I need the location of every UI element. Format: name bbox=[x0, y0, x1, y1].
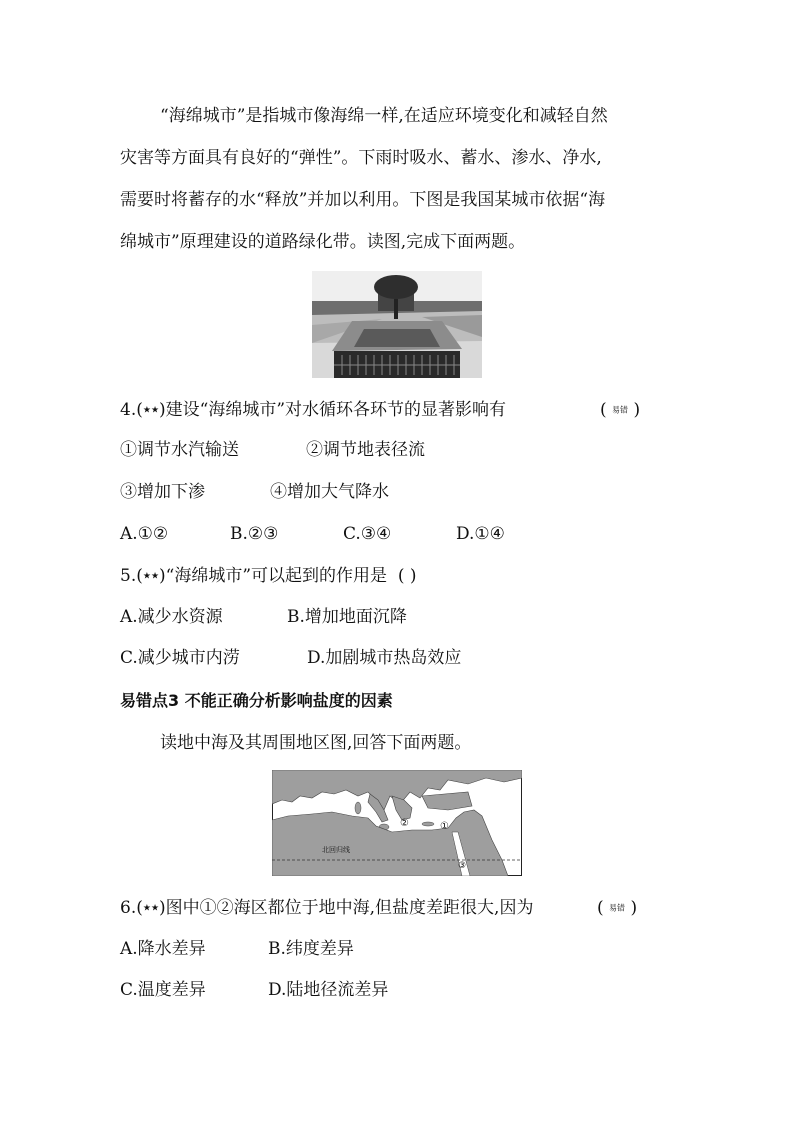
sea-area-3-label: ③ bbox=[458, 861, 467, 871]
q4-option-d[interactable]: D.①④ bbox=[456, 524, 505, 544]
question-6-stem bbox=[120, 896, 533, 921]
q5-option-b[interactable]: B.增加地面沉降 bbox=[287, 607, 407, 627]
q4-statement-1: ①调节水汽输送 bbox=[120, 440, 239, 460]
q5-option-c[interactable]: C.减少城市内涝 bbox=[120, 648, 240, 668]
answer-paren: ( ) bbox=[397, 566, 417, 586]
q5-option-d[interactable]: D.加剧城市热岛效应 bbox=[307, 648, 462, 668]
intro-line-2: 灾害等方面具有良好的“弹性”。下雨时吸水、蓄水、渗水、净水, bbox=[120, 148, 602, 168]
error-prone-tag: 易错 bbox=[612, 405, 629, 415]
q4-statement-3: ③增加下渗 bbox=[120, 482, 205, 502]
green-belt-photo bbox=[312, 271, 482, 378]
sea-area-2-label: ② bbox=[400, 818, 409, 829]
intro-line-1: “海绵城市”是指城市像海绵一样,在适应环境变化和减轻自然 bbox=[160, 106, 608, 126]
question-4-stem bbox=[120, 398, 506, 423]
question-5-stem bbox=[120, 564, 417, 589]
question-6-answer-paren: ( 易错 ) bbox=[597, 898, 638, 918]
q6-option-b[interactable]: B.纬度差异 bbox=[268, 939, 354, 959]
tropic-label: 北回归线 bbox=[322, 846, 350, 854]
intro-line-4: 绵城市”原理建设的道路绿化带。读图,完成下面两题。 bbox=[120, 232, 526, 252]
q4-statement-4: ④增加大气降水 bbox=[270, 482, 389, 502]
difficulty-stars: (★★) bbox=[136, 400, 166, 420]
mediterranean-map bbox=[272, 770, 522, 876]
error-prone-tag: 易错 bbox=[609, 903, 626, 913]
sea-area-1-label: ① bbox=[440, 821, 449, 832]
intro-line-3: 需要时将蓄存的水“释放”并加以利用。下图是我国某城市依据“海 bbox=[120, 190, 606, 210]
question-text: 图中①②海区都位于地中海,但盐度差距很大,因为 bbox=[165, 898, 534, 918]
section-intro: 读地中海及其周围地区图,回答下面两题。 bbox=[160, 733, 472, 753]
difficulty-stars: (★★) bbox=[136, 566, 166, 586]
q6-option-d[interactable]: D.陆地径流差异 bbox=[268, 980, 389, 1000]
q4-option-a[interactable]: A.①② bbox=[120, 524, 169, 544]
difficulty-stars: (★★) bbox=[136, 898, 166, 918]
q4-option-c[interactable]: C.③④ bbox=[343, 524, 392, 544]
q4-statement-2: ②调节地表径流 bbox=[306, 440, 425, 460]
question-text: “海绵城市”可以起到的作用是 bbox=[165, 566, 388, 586]
section-title: 易错点3 不能正确分析影响盐度的因素 bbox=[120, 691, 393, 710]
question-number: 4. bbox=[120, 400, 137, 420]
q5-option-a[interactable]: A.减少水资源 bbox=[120, 607, 223, 627]
question-4-answer-paren: ( 易错 ) bbox=[600, 400, 641, 420]
question-text: 建设“海绵城市”对水循环各环节的显著影响有 bbox=[165, 400, 507, 420]
q4-option-b[interactable]: B.②③ bbox=[230, 524, 279, 544]
q6-option-c[interactable]: C.温度差异 bbox=[120, 980, 206, 1000]
question-number: 6. bbox=[120, 898, 137, 918]
q6-option-a[interactable]: A.降水差异 bbox=[120, 939, 206, 959]
question-number: 5. bbox=[120, 566, 137, 586]
